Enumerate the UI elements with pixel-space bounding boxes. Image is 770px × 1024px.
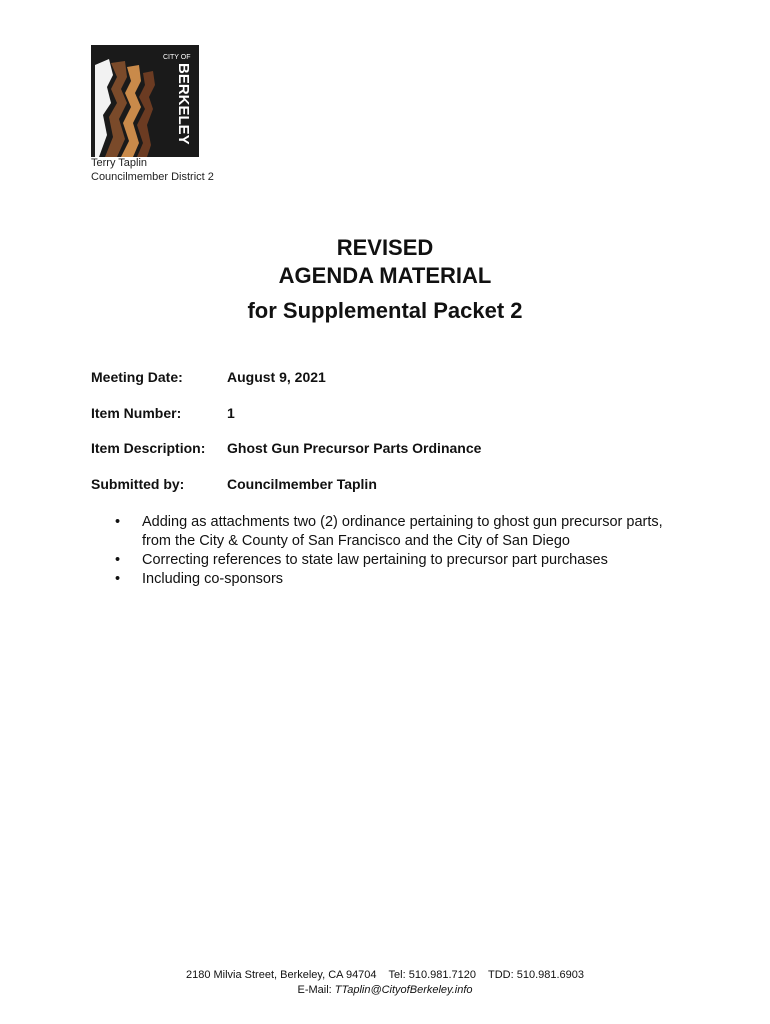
footer-email-label: E-Mail: (297, 984, 332, 996)
meta-label: Meeting Date: (91, 369, 183, 385)
footer-address: 2180 Milvia Street, Berkeley, CA 94704 (185, 969, 377, 981)
meta-value: Councilmember Taplin (227, 475, 377, 492)
page-footer (0, 968, 770, 998)
meta-value: Ghost Gun Precursor Parts Ordinance (227, 440, 482, 456)
list-item-text: Including co-sponsors (142, 571, 284, 587)
footer-tdd: TDD: 510.981.6903 (488, 969, 585, 981)
city-of-berkeley-logo (91, 45, 199, 157)
logo-berkeley-text: BERKELEY (175, 63, 192, 145)
bullet-icon: • (115, 552, 121, 568)
meta-row-item-number (91, 405, 481, 441)
author-name: Terry Taplin (91, 157, 148, 169)
meta-label: Item Description: (91, 440, 206, 456)
footer-tel: Tel: 510.981.7120 (388, 969, 477, 981)
bullet-icon: • (115, 571, 121, 587)
author-role: Councilmember District 2 (91, 171, 214, 183)
list-item (115, 513, 675, 551)
meta-value: 1 (227, 404, 235, 421)
logo-city-of-text: CITY OF (163, 54, 191, 61)
meta-row-meeting-date (91, 369, 481, 405)
title-line-2: AGENDA MATERIAL (278, 263, 492, 288)
document-title (0, 234, 770, 325)
meta-label: Item Number: (91, 404, 182, 421)
footer-email-line (0, 983, 770, 998)
meta-row-submitted-by (91, 476, 481, 512)
list-item-text: Correcting references to state law pertaining to precursor part purchases (142, 552, 608, 568)
list-item (115, 570, 675, 589)
title-line-1: REVISED (336, 235, 434, 260)
list-item-text: Adding as attachments two (2) ordinance pertaining to ghost gun precursor parts, from the City & County of San Francisco and the City of San Diego (142, 514, 663, 549)
bullet-list (115, 513, 675, 589)
list-item (115, 551, 675, 570)
footer-contact-line (0, 968, 770, 983)
author-block (91, 156, 214, 184)
title-line-3: for Supplemental Packet 2 (247, 298, 523, 323)
footer-email-link[interactable]: TTaplin@CityofBerkeley.info (334, 984, 473, 996)
meta-value: August 9, 2021 (227, 369, 326, 385)
bullet-icon: • (115, 514, 121, 530)
meta-label: Submitted by: (91, 475, 185, 492)
meta-row-item-description (91, 440, 481, 476)
meeting-details (91, 369, 481, 511)
